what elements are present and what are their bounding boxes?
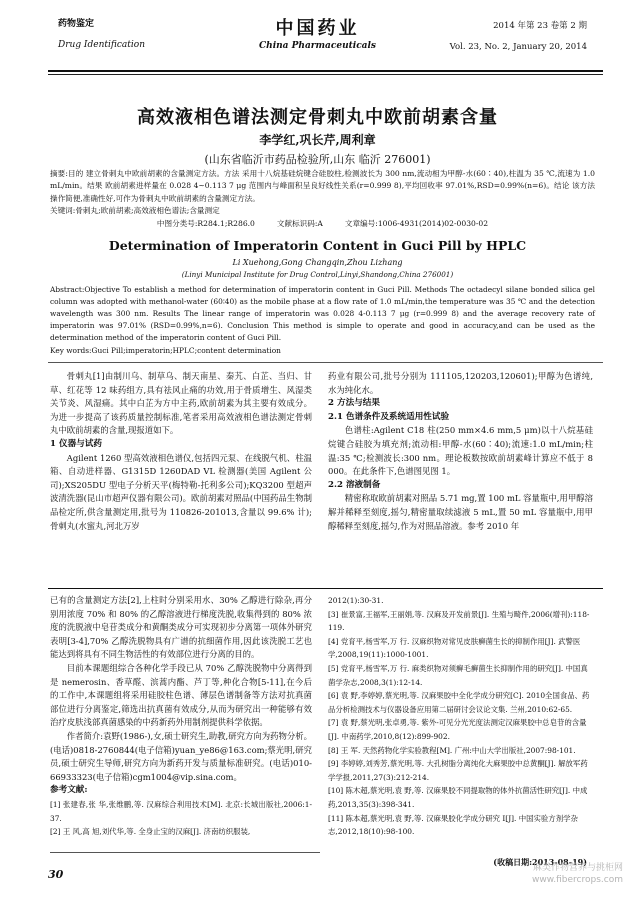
intro-paragraph: 骨刺丸[1]由制川乌、制草乌、制天南星、秦艽、白芷、当归、甘草、红花等 12 味药组方,具有祛风止痛的功效,用于骨质增生、风湿类关节炎、风湿痛。其中白芷为方中主药,欧前胡素为其主要有效成分。为进一步提高了该药质量控制标准,笔者采用高效液相色谱法测定骨刺丸中欧前胡素的含量,现报道如下。 bbox=[50, 371, 312, 436]
footer-rule bbox=[50, 852, 320, 853]
abstract-cn: 摘要:目的 建立骨刺丸中欧前胡素的含量测定方法。方法 采用十八烷基硅烷键合硅胶柱,检测波长为 300 nm,流动相为甲醇-水(60∶40),柱温为 35 ℃,流速为 1.0 mL/min。结果 欧前胡素进样量在 0.028 4~0.113 7 μg 范围内与峰面积呈良好线性关系(r=0.999 8),平均回收率 97.01%,RSD=0.99%(n=6)。结论 该方法操作简便,准确性好,可作为骨刺丸中欧前胡素的含量测定方法。 bbox=[50, 169, 595, 203]
received-date: (收稿日期:2013-08-19) bbox=[493, 857, 587, 867]
lower-paragraph-2: 目前本课题组综合各种化学手段已从 70% 乙醇洗脱物中分离得到是 nemerosin、香草醛、滨蒿内酯、芦丁等,种化合物[5-11],在今后的工作中,本课题组将采用硅胶柱色谱、薄层色谱制备等方法对抗真菌部位进行分离鉴定,筛选出抗真菌有效成分,从而为研究出一种能够有效治疗皮肤浅部真菌感染的中药新药外用制剂提供科学依据。 bbox=[50, 662, 312, 728]
journal-name-cn: 中国药业 bbox=[275, 18, 360, 39]
chromatography-paragraph: 色谱柱:Agilent C18 柱(250 mm×4.6 mm,5 μm)以十八烷基硅烷键合硅胶为填充剂;流动相:甲醇-水(60∶40);流速:1.0 mL/min;柱温:35 ℃;检测波长:300 nm。理论板数按欧前胡素峰计算应不低于 8 000。在此条件下,色谱图见图 1。 bbox=[328, 425, 593, 477]
body-left-column bbox=[50, 370, 312, 533]
reference-item: [10] 陈木超,蔡光明,袁 野,等. 汉麻果胶不同提取物的体外抗菌活性研究[J]. 中成药,2013,35(3):398-341. bbox=[328, 786, 588, 809]
affiliation-en: (Linyi Municipal Institute for Drug Control,Linyi,Shandong,China 276001) bbox=[181, 270, 454, 279]
mid-page-rule bbox=[48, 588, 603, 589]
reagents-paragraph: 药业有限公司,批号分别为 111105,120203,120601);甲醇为色谱纯,水为纯化水。 bbox=[328, 371, 593, 395]
article-affiliation: (山东省临沂市药品检验所,山东 临沂 276001) bbox=[204, 153, 431, 166]
body-right-column bbox=[328, 370, 593, 533]
section-heading-1: 1 仪器与试药 bbox=[50, 438, 102, 449]
issue-info bbox=[450, 20, 587, 54]
lower-right-references bbox=[328, 594, 593, 839]
authors-en: Li Xuehong,Gong Changqin,Zhou Lizhang bbox=[232, 258, 403, 267]
article-authors: 李学红,巩长芹,周利章 bbox=[259, 133, 376, 147]
section-heading-2-2: 2.2 溶液制备 bbox=[328, 479, 381, 490]
instruments-paragraph: Agilent 1260 型高效液相色谱仪,包括四元泵、在线脱气机、柱温箱、自动进样器、G1315D 1260DAD VL 检测器(美国 Agilent 公司);XS205DU 型电子分析天平(梅特勒-托利多公司);KQ3200 型超声波清洗器(昆山市超声仪器有限公司)。欧前胡素对照品(中国药品生物制品检定所,供含量测定用,批号为 110826-201013,含量以 99.6% 计);骨刺丸(水蜜丸,河北万岁 bbox=[50, 452, 312, 531]
reference-item: [1] 张建春,张 华,张维鹏,等. 汉麻综合利用技术[M]. 北京:长城出版社,2006:1-37. bbox=[50, 799, 312, 823]
solution-paragraph: 精密称取欧前胡素对照品 5.71 mg,置 100 mL 容量瓶中,用甲醇溶解并稀释至刻度,摇匀,精密量取续滤液 5 mL,置 50 mL 容量瓶中,用甲醇稀释至刻度,摇匀,作为对照品溶液。参考 2010 年 bbox=[328, 493, 593, 531]
reference-item: [4] 党育平,杨雪军,万 行. 汉麻织物对常见皮肤癣菌生长的抑制作用[J]. 武警医学,2008,19(11):1000-1001. bbox=[328, 636, 581, 660]
journal-name-en: China Pharmaceuticals bbox=[259, 41, 376, 51]
reference-item: [6] 袁 野,李婷婷,蔡光明,等. 汉麻果胶中全化学成分研究[C]. 2010全国食品、药品分析检测技术与仪器设备应用第二届研讨会议论文集. 兰州,2010:62-65. bbox=[328, 691, 590, 714]
classification-row bbox=[50, 218, 595, 229]
classification-code: 中图分类号:R284.1;R286.0 bbox=[156, 219, 255, 228]
page-number: 30 bbox=[48, 868, 64, 881]
reference-item: [3] 崔景富,王福军,王丽娟,等. 汉麻及开发前景[J]. 生殖与畸件,2006(增刊):118-119. bbox=[328, 609, 590, 633]
abstract-divider bbox=[48, 362, 603, 363]
header-rule bbox=[48, 70, 603, 72]
reference-item: [8] 王 军. 天然药物化学实验教程[M]. 广州:中山大学出版社,2007:98-101. bbox=[328, 745, 576, 755]
article-title: 高效液相色谱法测定骨刺丸中欧前胡素含量 bbox=[137, 107, 498, 128]
lower-left-column bbox=[50, 594, 312, 839]
issue-en: Vol. 23, No. 2, January 20, 2014 bbox=[449, 42, 587, 52]
lower-paragraph-1: 已有的含量测定方法[2],上柱时分别采用水、30% 乙醇进行除杂,再分别用浓度 70% 和 80% 的乙醇溶液进行梯度洗脱,收集得到的 80% 浓度的洗脱液中皂苷类成分和黄酮类成分可实现初步分离第一项体外研究表明[3-4],70% 乙醇洗脱物具有广谱的抗细菌作用,因此该洗脱工艺也能达到将具有不同生物活性的有效部位进行分离的目的。 bbox=[50, 595, 312, 660]
reference-item: [7] 袁 野,蔡光明,张卓勇,等. 紫外-可见分光光度法测定汉麻果胶中总皂苷的含量[J]. 中南药学,2010,8(12):899-902. bbox=[328, 718, 587, 741]
watermark-line-1: 麻类作物营养与挑柜网 bbox=[532, 863, 623, 873]
article-number: 文章编号:1006-4931(2014)02-0030-02 bbox=[344, 219, 489, 228]
reference-item: [2] 王 风,高 旭,刘代华,等. 全身止宝的汉麻[J]. 济南纺织服装, bbox=[50, 827, 251, 837]
document-code: 文献标识码:A bbox=[276, 219, 323, 228]
header-rule-thin bbox=[48, 74, 603, 75]
reference-item: 2012(1):30-31. bbox=[328, 596, 384, 605]
issue-cn: 2014 年第 23 卷第 2 期 bbox=[493, 21, 587, 31]
reference-item: [9] 李婷婷,刘秀芳,蔡光明,等. 大孔树脂分离纯化大麻果胶中总黄酮[J]. 解放军药学学报,2011,27(3):212-214. bbox=[328, 759, 588, 782]
author-bio: 作者简介:袁野(1986-),女,硕士研究生,助教,研究方向为药物分析。(电话)0818-2760844(电子信箱)yuan_ye86@163.com;蔡光明,研究员,硕士研究生导师,研究方向为新药开发与质量标准研究。(电话)010-66933323(电子信箱)cgm1004@vip.sina.com。 bbox=[50, 730, 312, 782]
references-heading: 参考文献: bbox=[50, 785, 88, 796]
reference-item: [5] 党育平,杨雪军,万 行. 麻类织物对须癣毛癣菌生长抑制作用的研究[J]. 中国真菌学杂志,2008,3(1):12-14. bbox=[328, 663, 588, 687]
reference-item: [11] 陈本超,蔡光明,袁 野,等. 汉麻果胶化学成分研究 Ⅰ[J]. 中国实验方剂学杂志,2012,18(10):98-100. bbox=[328, 813, 578, 837]
watermark bbox=[532, 862, 623, 886]
section-cn: 药物鉴定 bbox=[58, 19, 95, 29]
abstract-en: Abstract:Objective To establish a method for determination of imperatorin content in Guci Pill. Methods The octadecyl silane bonded silica gel column was adopted with methanol-water (60∶40) as the mobile phase at a flow rate of 1.0 mL/min,the temperature was 35 ℃ and the detection wavelength was 300 nm. Results The linear range of imperatorin was 0.028 4-0.113 7 μg (r=0.999 8) and the average recovery rate of imperatorin was 97.01% (RSD=0.99%,n=6). Conclusion This method is simple to operate and good in accuracy,and can be used as the determination method of the imperatorin content of Guci Pill. bbox=[50, 285, 595, 342]
section-heading-2: 2 方法与结果 bbox=[328, 398, 380, 409]
keywords-cn: 关键词:骨刺丸;欧前胡素;高效液相色谱法;含量测定 bbox=[50, 206, 220, 215]
keywords-en: Key words:Guci Pill;imperatorin;HPLC;content determination bbox=[50, 346, 281, 355]
title-en: Determination of Imperatorin Content in Guci Pill by HPLC bbox=[108, 238, 527, 253]
section-en: Drug Identification bbox=[58, 40, 145, 50]
watermark-line-2: www.fibercrops.com bbox=[532, 875, 623, 885]
section-heading-2-1: 2.1 色谱条件及系统适用性试验 bbox=[328, 411, 450, 422]
